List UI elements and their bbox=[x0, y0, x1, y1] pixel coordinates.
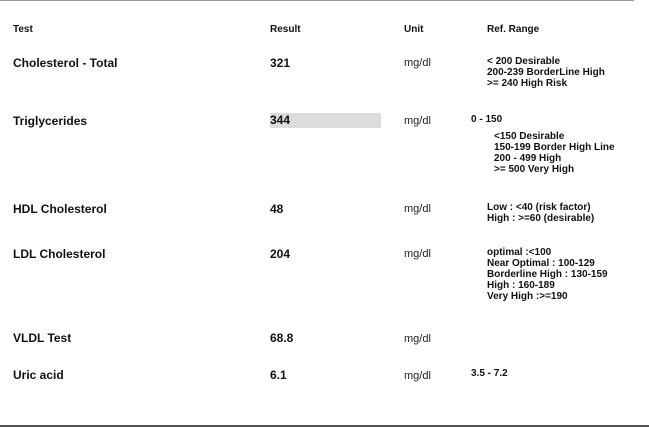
reference-range bbox=[487, 56, 605, 89]
range-line: <150 Desirable bbox=[494, 131, 565, 142]
reference-range bbox=[494, 131, 615, 175]
test-result: 321 bbox=[270, 56, 291, 70]
test-result: 204 bbox=[270, 247, 291, 261]
range-line: >= 240 High Risk bbox=[487, 78, 568, 89]
range-line: 200-239 BorderLine High bbox=[487, 67, 605, 78]
test-name: VLDL Test bbox=[13, 331, 72, 345]
range-line: Low : <40 (risk factor) bbox=[487, 202, 591, 213]
test-result-highlighted: 344 bbox=[270, 113, 381, 128]
test-name: Triglycerides bbox=[13, 114, 88, 128]
range-line: 150-199 Border High Line bbox=[494, 142, 615, 153]
header-result: Result bbox=[270, 24, 301, 35]
test-result: 68.8 bbox=[270, 331, 294, 345]
range-line: High : >=60 (desirable) bbox=[487, 213, 595, 224]
test-unit: mg/dl bbox=[404, 370, 431, 382]
test-name: Cholesterol - Total bbox=[13, 56, 118, 70]
test-result: 48 bbox=[270, 202, 284, 216]
reference-range bbox=[487, 247, 608, 302]
test-unit: mg/dl bbox=[404, 248, 431, 260]
reference-range-primary: 0 - 150 bbox=[471, 114, 503, 125]
test-unit: mg/dl bbox=[404, 57, 431, 69]
range-line: >= 500 Very High bbox=[494, 164, 575, 175]
test-unit: mg/dl bbox=[404, 115, 431, 127]
range-line: Very High :>=190 bbox=[487, 291, 568, 302]
test-result: 6.1 bbox=[270, 368, 287, 382]
range-line: 200 - 499 High bbox=[494, 153, 562, 164]
test-name: LDL Cholesterol bbox=[13, 247, 106, 261]
range-line: Borderline High : 130-159 bbox=[487, 269, 608, 280]
range-line: Near Optimal : 100-129 bbox=[487, 258, 595, 269]
top-divider bbox=[0, 0, 634, 1]
range-line: optimal :<100 bbox=[487, 247, 552, 258]
header-range: Ref. Range bbox=[487, 24, 540, 35]
reference-range bbox=[487, 202, 594, 224]
header-unit: Unit bbox=[404, 24, 424, 35]
test-name: HDL Cholesterol bbox=[13, 202, 107, 216]
test-unit: mg/dl bbox=[404, 203, 431, 215]
header-test: Test bbox=[13, 24, 33, 35]
test-unit: mg/dl bbox=[404, 333, 431, 345]
range-line: High : 160-189 bbox=[487, 280, 555, 291]
test-name: Uric acid bbox=[13, 368, 64, 382]
bottom-divider bbox=[0, 425, 649, 427]
reference-range-primary: 3.5 - 7.2 bbox=[471, 368, 508, 379]
range-line: < 200 Desirable bbox=[487, 56, 561, 67]
